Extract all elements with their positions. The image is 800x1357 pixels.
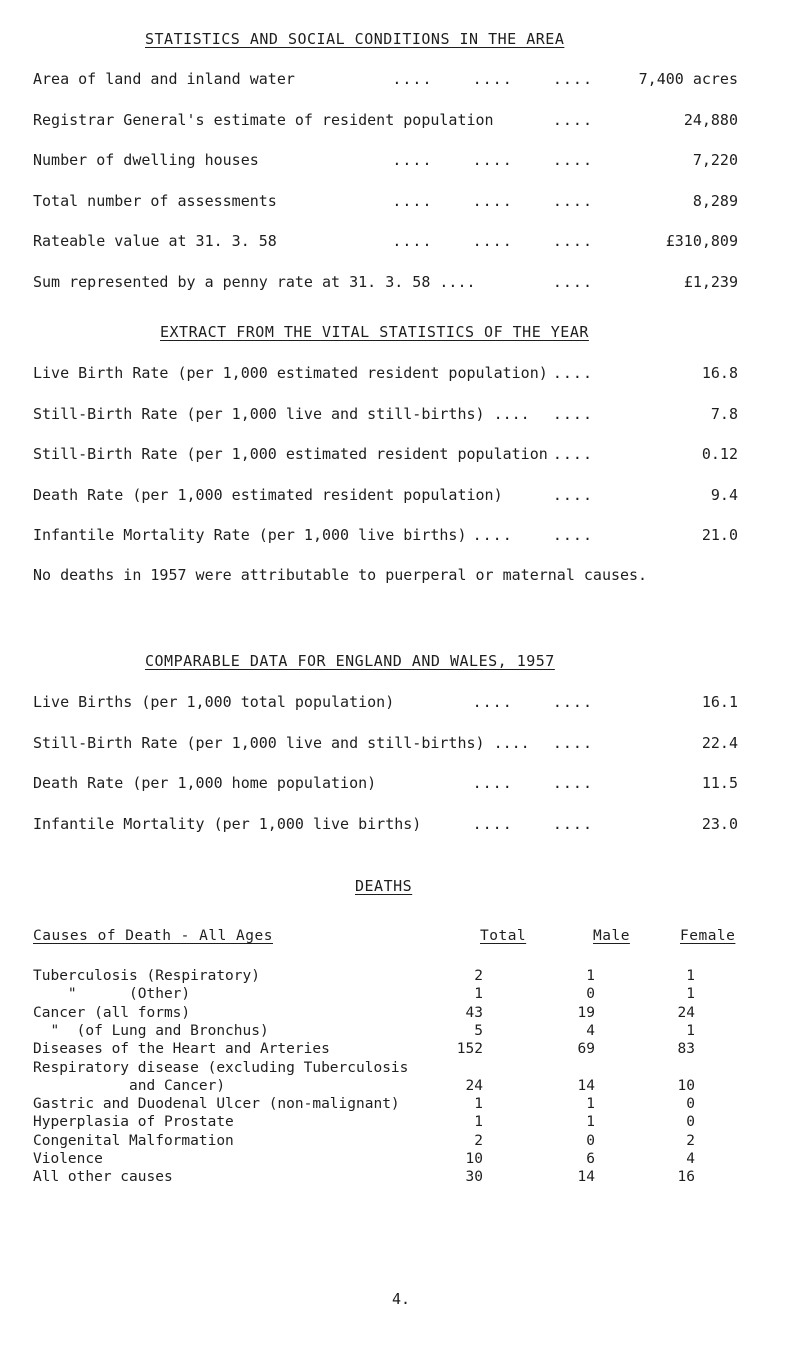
comparable-stat-label: Death Rate (per 1,000 home population) <box>33 774 377 792</box>
deaths-table-header <box>33 928 738 946</box>
deaths-table-row <box>33 1151 738 1169</box>
leader-dots: .... .... .... <box>392 151 593 169</box>
cause-of-death: and Cancer) <box>33 1077 226 1094</box>
deaths-table-row <box>33 986 738 1004</box>
leader-dots: .... .... <box>472 693 593 711</box>
cause-of-death: Diseases of the Heart and Arteries <box>33 1041 330 1058</box>
female-count: 24 <box>677 1004 695 1021</box>
area-stat-label: Area of land and inland water <box>33 70 295 88</box>
leader-dots: .... <box>552 404 593 423</box>
deaths-table-row <box>33 1114 738 1132</box>
vital-stat-label: Still-Birth Rate (per 1,000 estimated resident population <box>33 445 548 463</box>
area-stat-value: £310,809 <box>665 232 738 250</box>
area-stat-row <box>33 151 738 171</box>
deaths-heading: DEATHS <box>355 877 413 895</box>
comparable-stat-row <box>33 815 738 835</box>
page-number: 4. <box>392 1290 411 1308</box>
deaths-table-row <box>33 1023 738 1041</box>
male-count: 69 <box>577 1041 595 1058</box>
total-column-header: Total <box>480 928 527 944</box>
leader-dots: .... .... <box>472 774 593 792</box>
cause-of-death: Gastric and Duodenal Ulcer (non-malignant) <box>33 1096 400 1113</box>
comparable-stat-row <box>33 774 738 794</box>
total-count: 2 <box>474 1132 483 1149</box>
cause-of-death: " (of Lung and Bronchus) <box>33 1022 269 1039</box>
area-stat-value: 24,880 <box>683 110 738 129</box>
comparable-stat-value: 16.1 <box>701 693 738 711</box>
female-count: 0 <box>686 1096 695 1113</box>
total-count: 152 <box>456 1041 483 1058</box>
male-count: 1 <box>586 1114 595 1131</box>
area-stat-label: Sum represented by a penny rate at 31. 3. 58 .... <box>33 272 476 291</box>
vital-stat-value: 7.8 <box>710 404 738 423</box>
vital-stat-row <box>33 486 738 506</box>
vital-stat-label: Infantile Mortality Rate (per 1,000 live births) <box>33 526 467 544</box>
male-count: 14 <box>577 1077 595 1094</box>
causes-column-header: Causes of Death - All Ages <box>33 928 273 944</box>
area-stat-label: Number of dwelling houses <box>33 151 259 169</box>
male-count: 1 <box>586 1096 595 1113</box>
leader-dots: .... <box>552 445 593 463</box>
deaths-table-row <box>33 1169 738 1187</box>
leader-dots: .... <box>552 272 593 291</box>
total-count: 43 <box>465 1004 483 1021</box>
vital-stat-row <box>33 405 738 425</box>
female-count: 2 <box>686 1132 695 1149</box>
total-count: 24 <box>465 1077 483 1094</box>
vital-stat-label: Still-Birth Rate (per 1,000 live and still-births) .... <box>33 404 530 423</box>
vital-stat-label: Death Rate (per 1,000 estimated resident population) <box>33 485 503 504</box>
male-count: 6 <box>586 1151 595 1167</box>
leader-dots: .... .... <box>472 526 593 544</box>
comparable-data-heading: COMPARABLE DATA FOR ENGLAND AND WALES, 1957 <box>145 652 555 670</box>
cause-of-death: " (Other) <box>33 986 191 1003</box>
vital-statistics-heading: EXTRACT FROM THE VITAL STATISTICS OF THE YEAR <box>160 323 589 341</box>
area-stat-value: £1,239 <box>683 272 738 291</box>
area-section-heading: STATISTICS AND SOCIAL CONDITIONS IN THE AREA <box>145 30 565 48</box>
leader-dots: .... .... .... <box>392 191 593 210</box>
male-column-header: Male <box>593 928 630 944</box>
vital-stat-value: 16.8 <box>701 364 738 382</box>
leader-dots: .... <box>552 733 593 752</box>
cause-of-death: Respiratory disease (excluding Tuberculosis <box>33 1059 409 1076</box>
area-stat-label: Rateable value at 31. 3. 58 <box>33 232 277 250</box>
vital-stat-row <box>33 364 738 384</box>
comparable-stat-label: Infantile Mortality (per 1,000 live births) <box>33 814 422 833</box>
total-count: 1 <box>474 1114 483 1131</box>
leader-dots: .... <box>552 485 593 504</box>
area-stat-row <box>33 192 738 212</box>
cause-of-death: Violence <box>33 1151 103 1167</box>
total-count: 5 <box>474 1022 483 1039</box>
comparable-stat-value: 22.4 <box>701 733 738 752</box>
female-count: 1 <box>686 986 695 1003</box>
female-count: 4 <box>686 1151 695 1167</box>
total-count: 1 <box>474 1096 483 1113</box>
leader-dots: .... .... .... <box>392 70 593 88</box>
vital-stat-value: 0.12 <box>701 445 738 463</box>
deaths-table-row <box>33 1133 738 1151</box>
area-stat-value: 8,289 <box>692 191 738 210</box>
female-count: 10 <box>677 1077 695 1094</box>
male-count: 4 <box>586 1022 595 1039</box>
total-count: 2 <box>474 968 483 984</box>
maternal-deaths-note: No deaths in 1957 were attributable to puerperal or maternal causes. <box>33 566 648 584</box>
deaths-table-row <box>33 1041 738 1059</box>
female-count: 1 <box>686 1022 695 1039</box>
deaths-table-row <box>33 1078 738 1096</box>
area-stat-label: Registrar General's estimate of resident population <box>33 110 494 129</box>
vital-stat-value: 21.0 <box>701 526 738 544</box>
leader-dots: .... .... <box>472 814 593 833</box>
male-count: 19 <box>577 1004 595 1021</box>
cause-of-death: Congenital Malformation <box>33 1132 234 1149</box>
deaths-table-row <box>33 1060 738 1078</box>
vital-stat-value: 9.4 <box>710 485 738 504</box>
area-stat-row <box>33 273 738 293</box>
male-count: 14 <box>577 1169 595 1186</box>
deaths-table-row <box>33 1096 738 1114</box>
comparable-stat-label: Still-Birth Rate (per 1,000 live and still-births) .... <box>33 733 530 752</box>
area-stat-value: 7,220 <box>692 151 738 169</box>
vital-stat-label: Live Birth Rate (per 1,000 estimated resident population) <box>33 364 548 382</box>
comparable-stat-label: Live Births (per 1,000 total population) <box>33 693 395 711</box>
area-stat-row <box>33 111 738 131</box>
cause-of-death: Tuberculosis (Respiratory) <box>33 968 260 984</box>
area-stat-value: 7,400 acres <box>638 70 738 88</box>
area-stat-label: Total number of assessments <box>33 191 277 210</box>
female-count: 1 <box>686 968 695 984</box>
vital-stat-row <box>33 526 738 546</box>
leader-dots: .... <box>552 110 593 129</box>
total-count: 30 <box>465 1169 483 1186</box>
vital-stat-row <box>33 445 738 465</box>
comparable-stat-row <box>33 693 738 713</box>
cause-of-death: Cancer (all forms) <box>33 1004 191 1021</box>
male-count: 1 <box>586 968 595 984</box>
cause-of-death: Hyperplasia of Prostate <box>33 1114 234 1131</box>
female-column-header: Female <box>680 928 736 944</box>
male-count: 0 <box>586 1132 595 1149</box>
area-stat-row <box>33 232 738 252</box>
comparable-stat-value: 23.0 <box>701 814 738 833</box>
total-count: 10 <box>465 1151 483 1167</box>
female-count: 0 <box>686 1114 695 1131</box>
comparable-stat-row <box>33 734 738 754</box>
total-count: 1 <box>474 986 483 1003</box>
female-count: 16 <box>677 1169 695 1186</box>
leader-dots: .... <box>552 364 593 382</box>
comparable-stat-value: 11.5 <box>701 774 738 792</box>
male-count: 0 <box>586 986 595 1003</box>
cause-of-death: All other causes <box>33 1169 173 1186</box>
deaths-table-row <box>33 968 738 986</box>
leader-dots: .... .... .... <box>392 232 593 250</box>
deaths-table-row <box>33 1005 738 1023</box>
female-count: 83 <box>677 1041 695 1058</box>
area-stat-row <box>33 70 738 90</box>
